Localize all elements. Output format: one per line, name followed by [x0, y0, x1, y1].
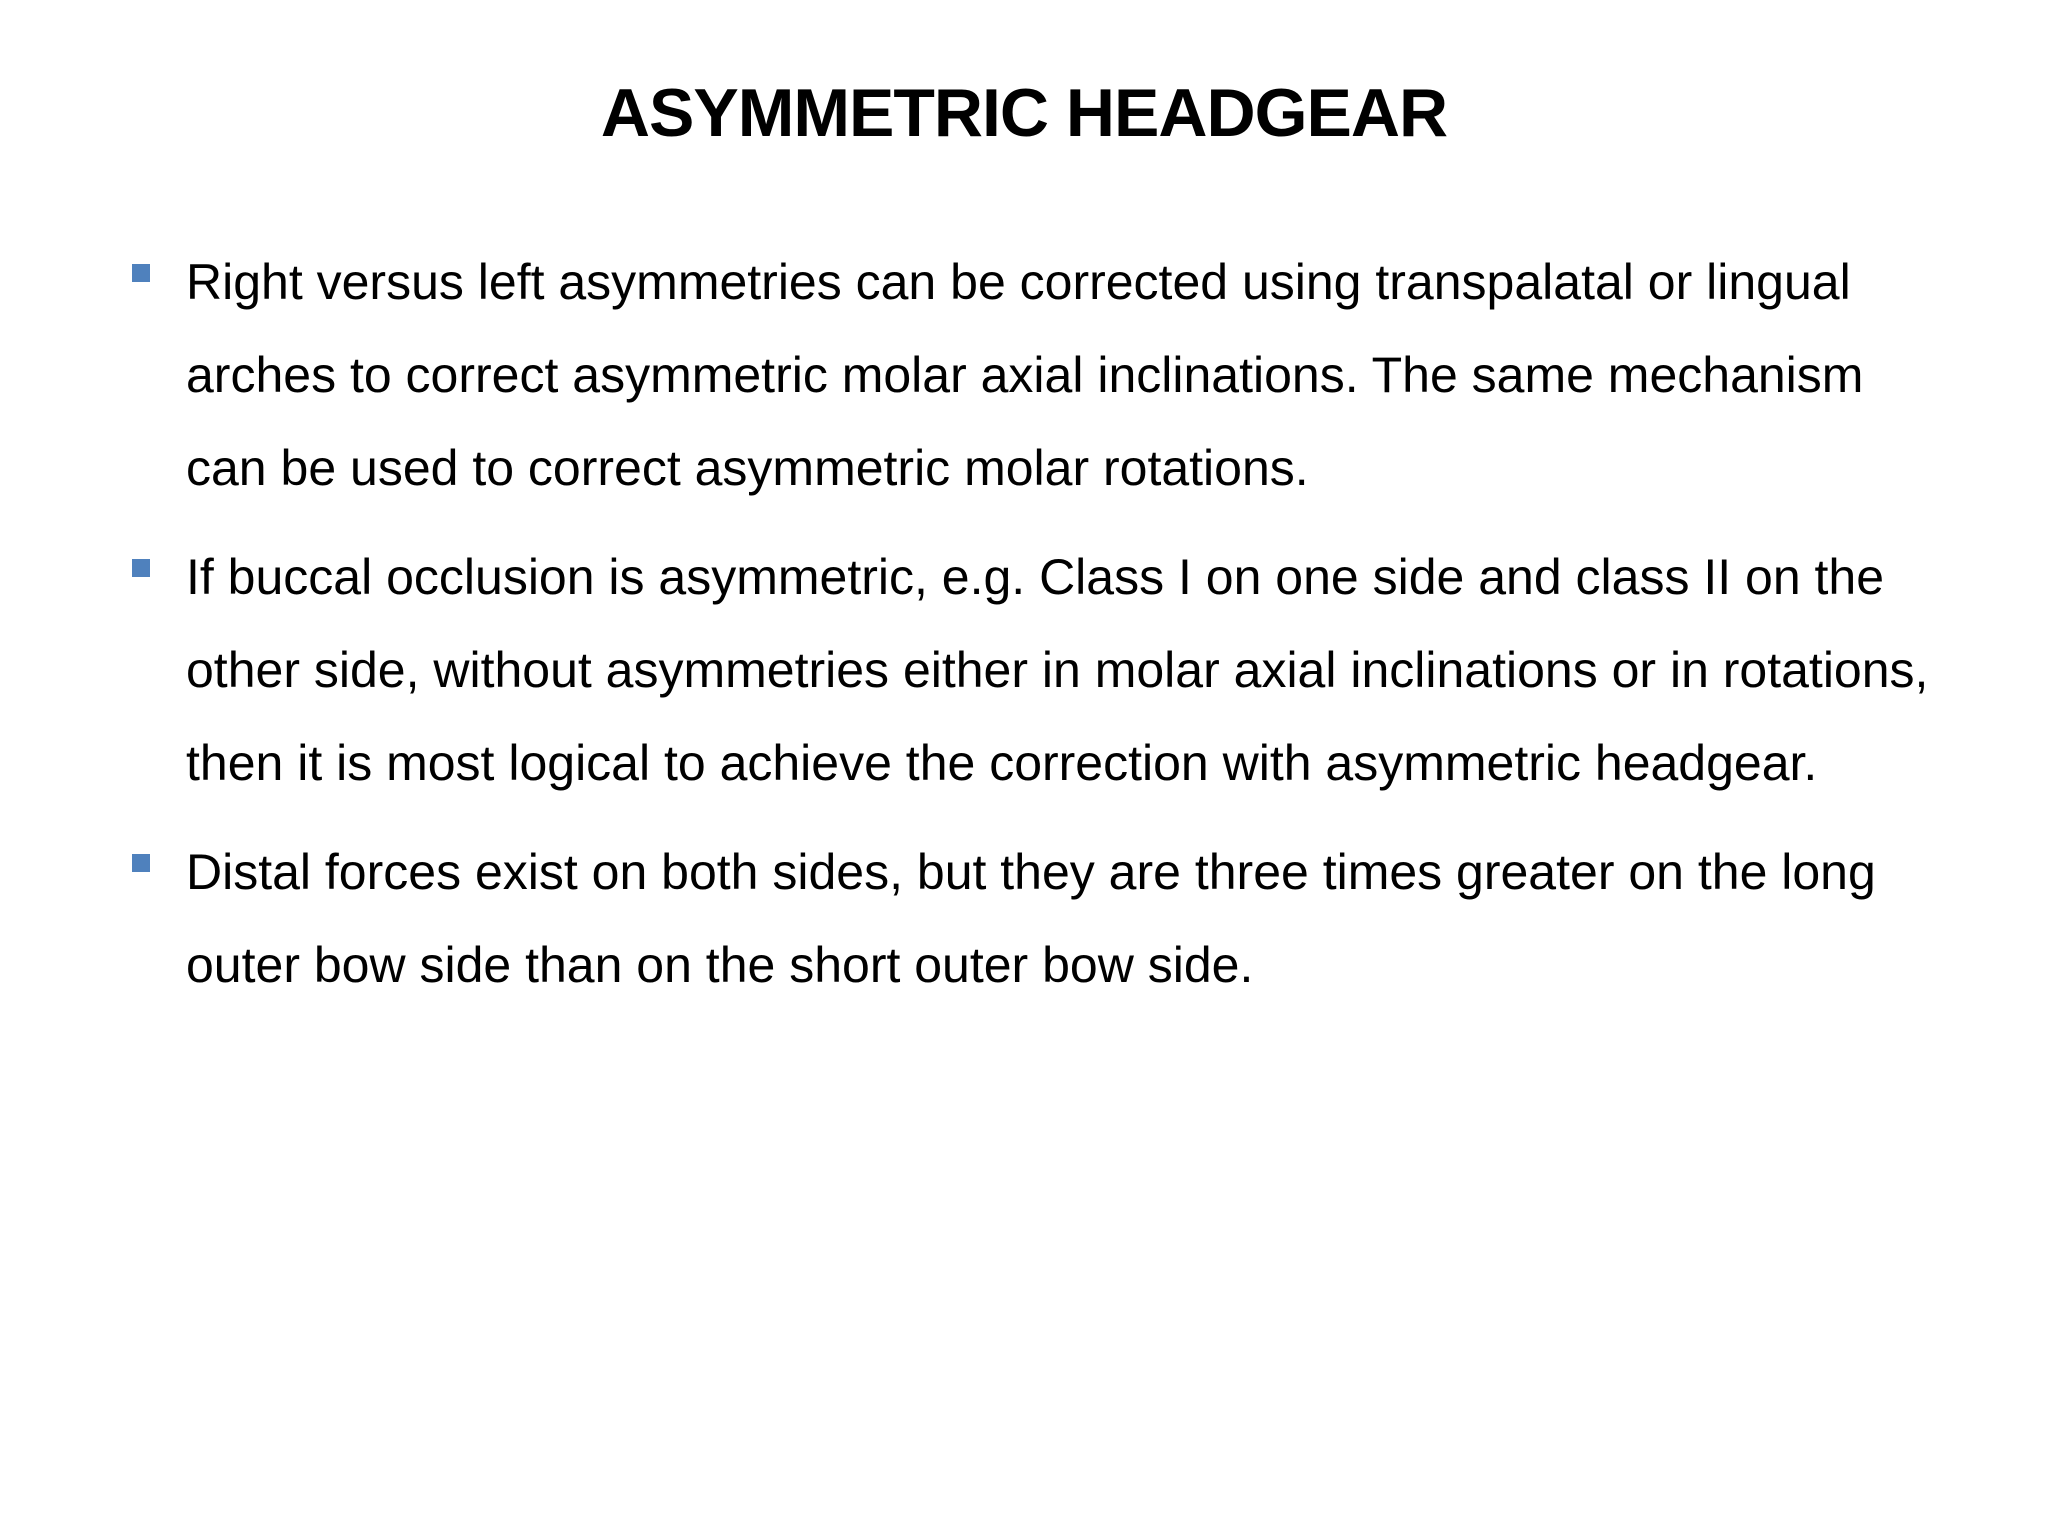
- bullet-list: [132, 236, 1952, 1028]
- bullet-item: [132, 531, 1952, 810]
- bullet-item: [132, 826, 1952, 1012]
- bullet-text: Distal forces exist on both sides, but they are three times greater on the long outer bow side than on the short outer bow side.: [186, 844, 1876, 993]
- square-bullet-icon: [132, 264, 150, 282]
- bullet-text: If buccal occlusion is asymmetric, e.g. Class I on one side and class II on the other side, without asymmetries either in molar axial inclinations or in rotations, then it is most logical to achieve the correction with asymmetric headgear.: [186, 549, 1929, 791]
- bullet-text: Right versus left asymmetries can be corrected using transpalatal or lingual arches to correct asymmetric molar axial inclinations. The same mechanism can be used to correct asymmetric molar rotations.: [186, 254, 1864, 496]
- square-bullet-icon: [132, 854, 150, 872]
- square-bullet-icon: [132, 559, 150, 577]
- bullet-item: [132, 236, 1952, 515]
- slide-title: ASYMMETRIC HEADGEAR: [600, 75, 1448, 151]
